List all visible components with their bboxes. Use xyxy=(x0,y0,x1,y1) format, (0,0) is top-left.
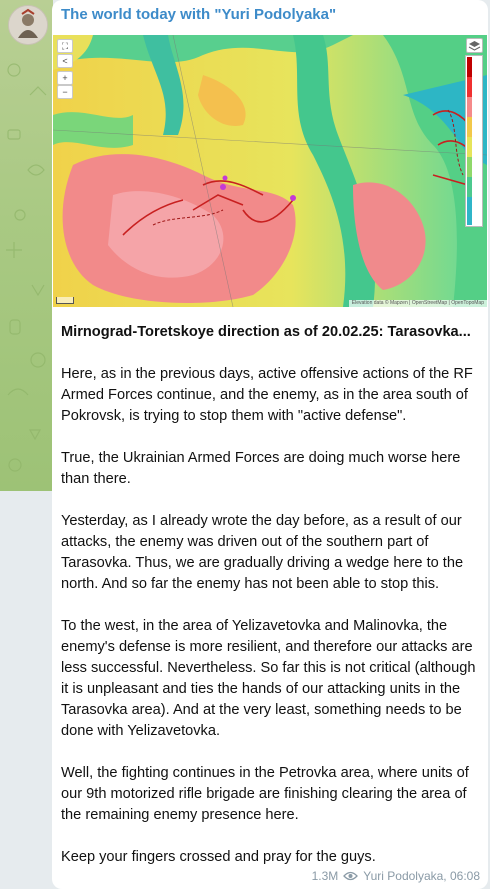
post-title: Mirnograd-Toretskoye direction as of 20.02.25: Tarasovka... xyxy=(61,324,471,340)
post-paragraph: Well, the fighting continues in the Petrovka area, where units of our 9th motorized rifle brigade are finishing clearing the area of the remaining enemy presence here. xyxy=(61,765,469,823)
eye-icon xyxy=(343,871,358,881)
chat-background xyxy=(0,0,53,491)
channel-avatar[interactable] xyxy=(8,5,48,45)
fullscreen-icon[interactable]: ⛶ xyxy=(57,39,73,53)
view-count: 1.3M xyxy=(311,869,339,883)
map-image[interactable] xyxy=(53,35,487,307)
channel-name[interactable]: The world today with "Yuri Podolyaka" xyxy=(61,6,337,23)
post-paragraph: Yesterday, as I already wrote the day before, as a result of our attacks, the enemy was driven out of the southern part of Tarasovka. Thus, we are gradually driving a wedge here to the north. And so far the enemy has not been able to stop this. xyxy=(61,513,464,592)
zoom-out-icon[interactable]: − xyxy=(57,85,73,99)
post-paragraph: To the west, in the area of Yelizavetovka and Malinovka, the enemy's defense is more resilient, and therefore our attacks are less successful. Nevertheless. So far this is not critical (although it is unpleasant and ties the hands of our attacking units in the Tarasovka area). And at the very least, something needs to be done with Yelizavetovka. xyxy=(61,618,476,739)
author-time: Yuri Podolyaka, 06:08 xyxy=(363,869,480,883)
message-bubble xyxy=(52,0,488,889)
post-paragraph: Here, as in the previous days, active offensive actions of the RF Armed Forces continue, and the enemy, as in the area south of Pokrovsk, is trying to stop them with "active defense". xyxy=(61,366,473,424)
map-attribution: Elevation data © Mapzen | OpenStreetMap | OpenTopoMap xyxy=(349,300,487,307)
post-text xyxy=(61,322,481,889)
share-icon[interactable]: < xyxy=(57,54,73,68)
post-paragraph: Keep your fingers crossed and pray for the guys. xyxy=(61,849,376,865)
zoom-in-icon[interactable]: + xyxy=(57,71,73,85)
elevation-legend xyxy=(465,55,483,227)
message-meta xyxy=(312,868,480,884)
post-paragraph: True, the Ukrainian Armed Forces are doing much worse here than there. xyxy=(61,450,461,487)
layers-icon[interactable] xyxy=(466,38,483,53)
map-scale xyxy=(56,297,74,304)
